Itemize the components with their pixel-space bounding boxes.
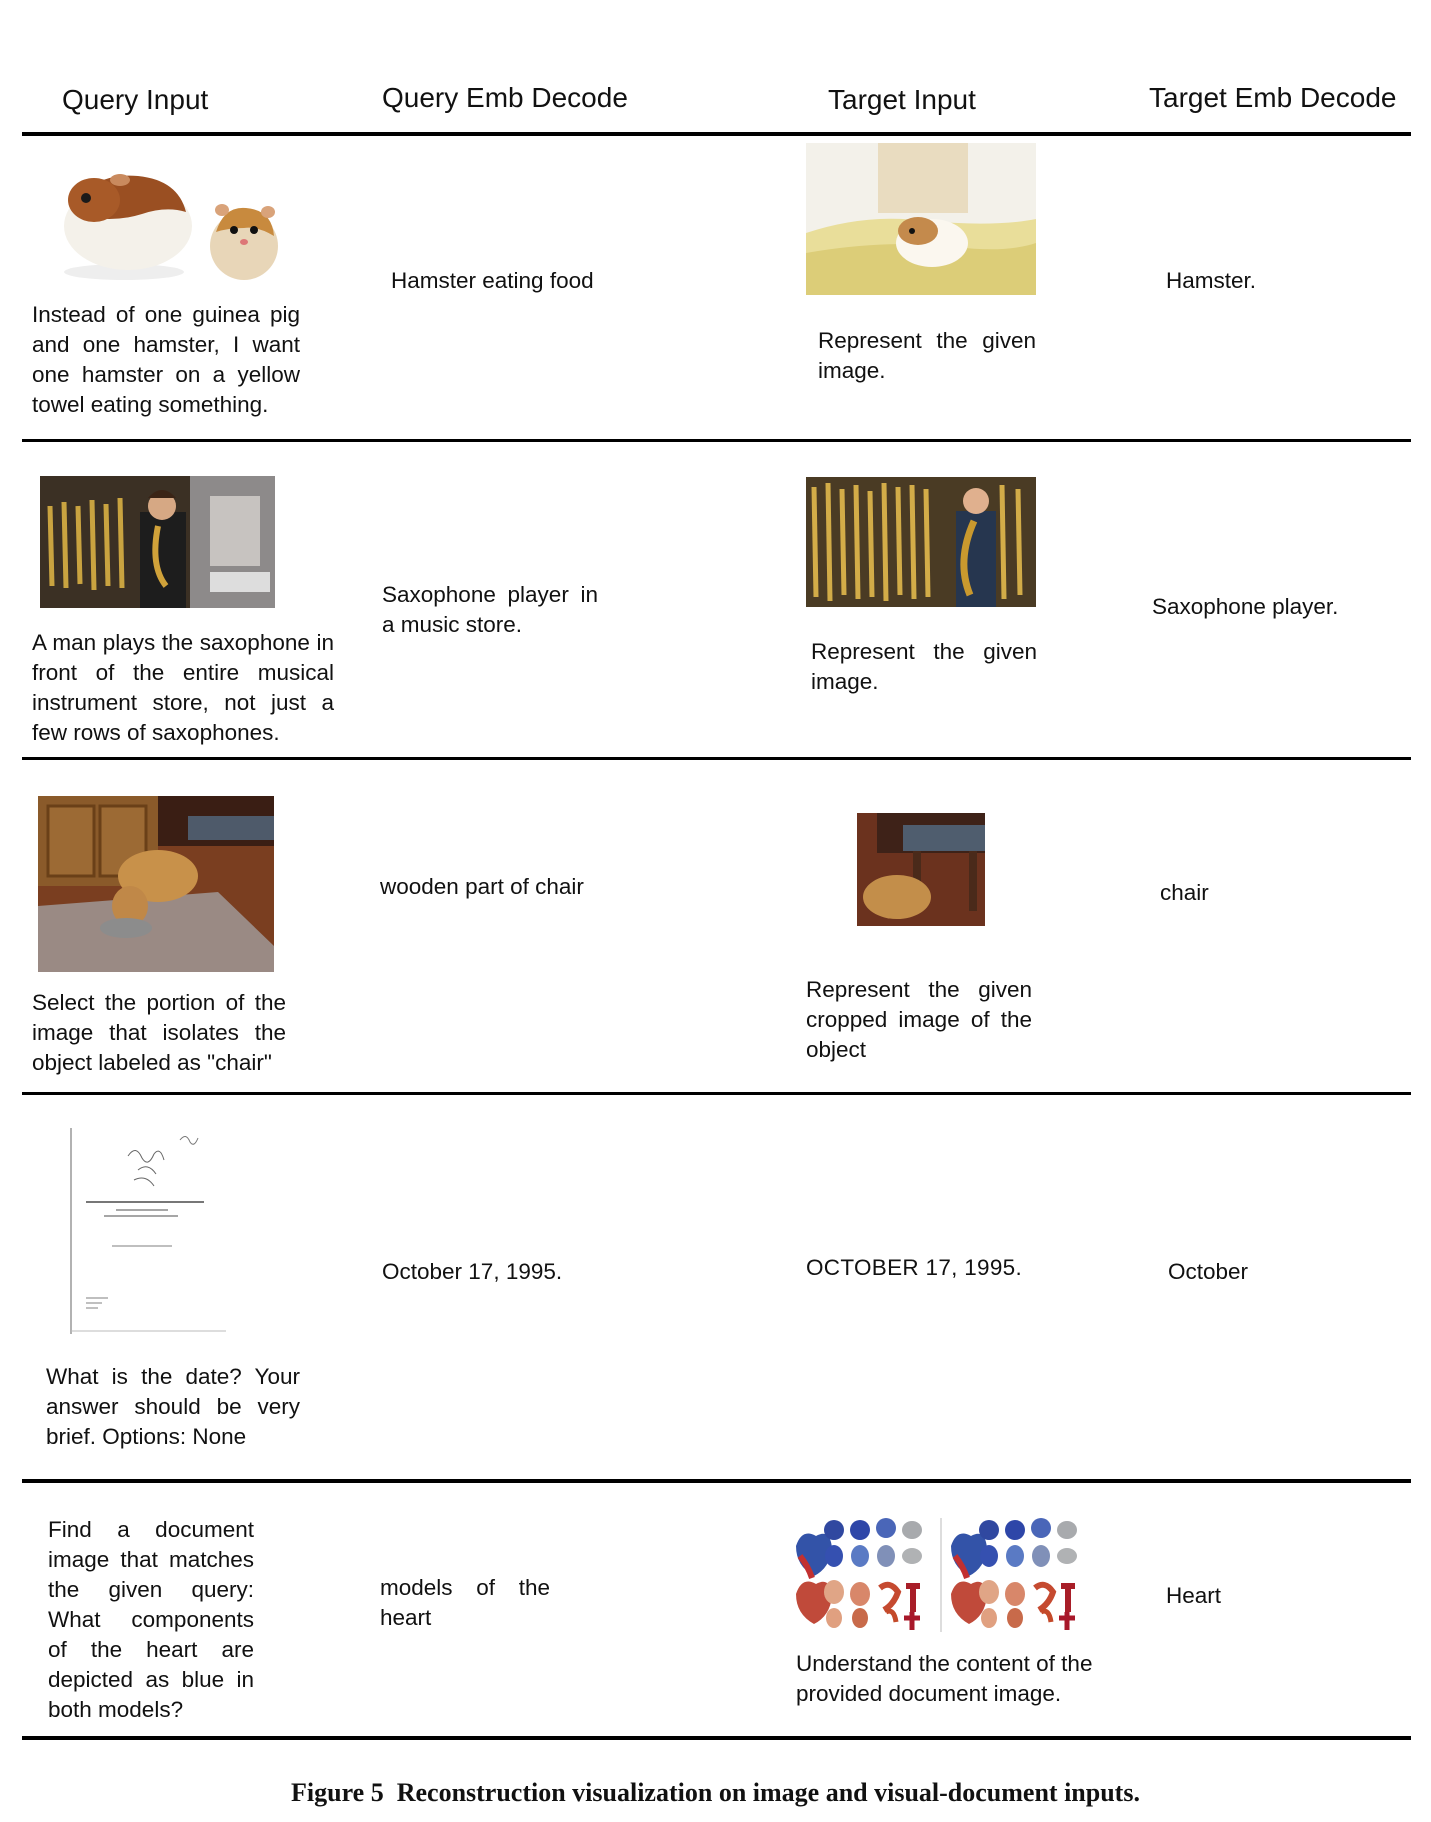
query-text: Select the portion of the image that isolates the object labeled as "chair" (32, 990, 286, 1075)
target-emb-decode-text: October (1168, 1259, 1249, 1284)
target-image-heart-models-document (786, 1516, 1096, 1634)
target-image-hamster-on-towel (806, 143, 1036, 295)
target-emb-decode-text: Hamster. (1166, 268, 1257, 293)
query-image-saxophone-store (40, 476, 275, 608)
query-emb-decode-text: models of the heart (380, 1575, 550, 1630)
query-emb-decode-text: Saxophone player in a music store. (382, 582, 598, 637)
row-divider (22, 439, 1411, 442)
row-divider (22, 1479, 1411, 1483)
target-emb-decode-text: Saxophone player. (1152, 594, 1339, 619)
row-divider (22, 757, 1411, 760)
target-text: Represent the given image. (818, 328, 1036, 383)
header-query-input: Query Input (62, 84, 209, 115)
query-text: Instead of one guinea pig and one hamster, I want one hamster on a yellow towel eating something. (32, 302, 300, 417)
query-emb-decode-text: wooden part of chair (380, 874, 584, 899)
target-text: Represent the given cropped image of the object (806, 977, 1032, 1062)
header-target-emb-decode: Target Emb Decode (1149, 82, 1397, 113)
query-text: A man plays the saxophone in front of the entire musical instrument store, not just a few rows of saxophones. (32, 630, 334, 745)
query-text: What is the date? Your answer should be very brief. Options: None (46, 1364, 300, 1449)
row-divider (22, 1092, 1411, 1095)
header-query-emb-decode: Query Emb Decode (382, 82, 628, 113)
query-image-document-page (68, 1126, 228, 1336)
query-emb-decode-text: October 17, 1995. (382, 1259, 563, 1284)
figure-caption: Figure 5 Reconstruction visualization on image and visual-document inputs. (291, 1778, 1140, 1807)
query-image-dog-eating (38, 796, 274, 972)
target-image-cropped-chair (857, 813, 985, 926)
query-text: Find a document image that matches the given query: What components of the heart are depicted as blue in both models? (48, 1517, 254, 1722)
target-emb-decode-text: Heart (1166, 1583, 1222, 1608)
target-emb-decode-text: chair (1160, 880, 1209, 905)
target-text: OCTOBER 17, 1995. (806, 1255, 1023, 1280)
table-bottom-rule (22, 1736, 1411, 1740)
query-emb-decode-text: Hamster eating food (391, 268, 594, 293)
target-text: Understand the content of the provided document image. (796, 1651, 1093, 1706)
header-target-input: Target Input (828, 84, 976, 115)
target-text: Represent the given image. (811, 639, 1037, 694)
target-image-saxophone-player (806, 477, 1036, 607)
query-image-guinea-pig-hamster (46, 154, 282, 286)
table-top-rule (22, 132, 1411, 136)
